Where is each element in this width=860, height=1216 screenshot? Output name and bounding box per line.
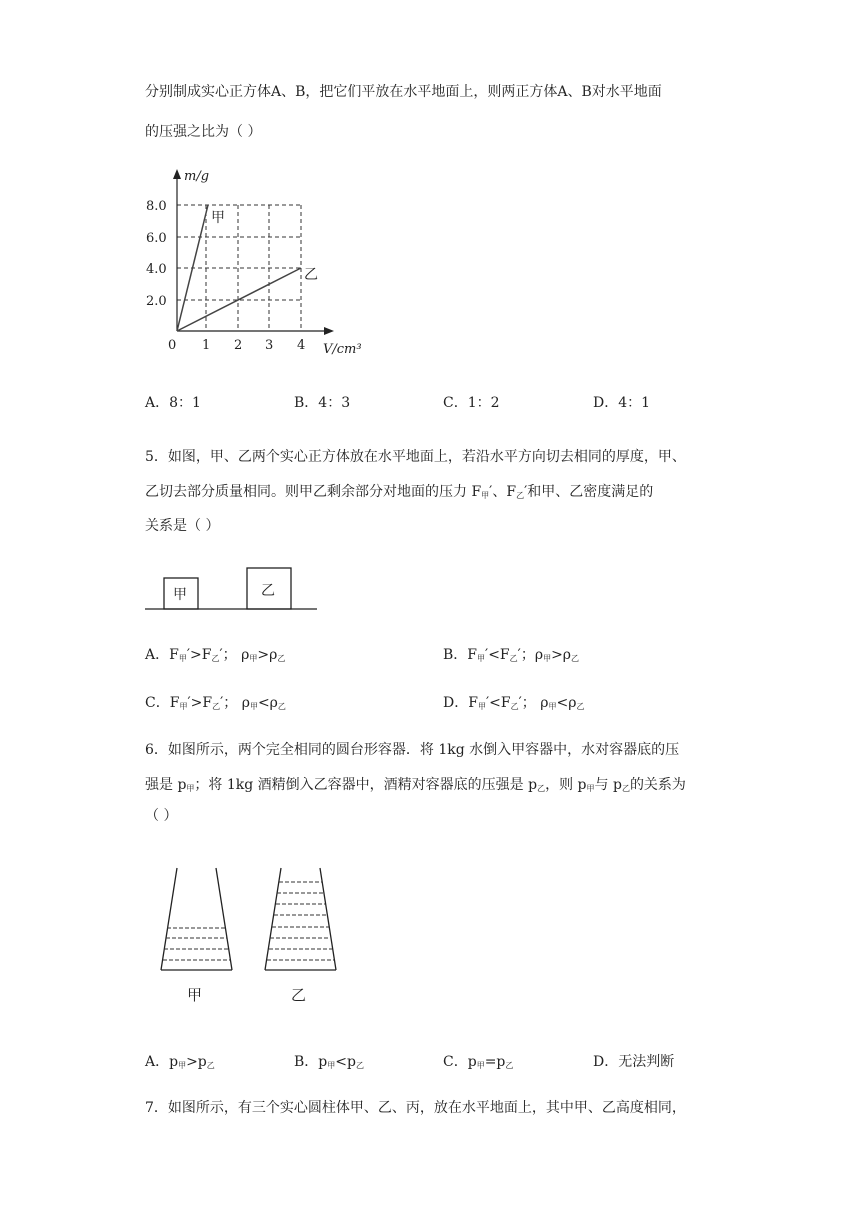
series-jia-line [177,205,208,331]
q6-text-line2: 强是 $p_甲$；将 1kg 酒精倒入乙容器中，酒精对容器底的压强是 $p_乙$，则 $p_甲$与 $p_乙$的关系为 [145,777,686,793]
container-yi-left-wall [265,868,281,970]
container-yi-right-wall [320,868,336,970]
q4-option-c: C．1：2 [443,395,500,411]
cube-yi-label: 乙 [261,583,275,599]
q6-option-c: C．$p_甲=p_乙$ [443,1054,514,1070]
y-tick-6: 6.0 [146,231,167,246]
q4-option-b: B．4：3 [294,395,351,411]
x-axis-label: V/cm³ [323,342,362,357]
q6-option-a: A．$p_甲>p_乙$ [145,1054,215,1070]
x-tick-0: 0 [168,338,177,353]
y-axis-arrow [173,169,181,179]
q6-text-line3: （ ） [145,808,178,824]
q5-option-c: C．$F_甲'>F_乙'$； $\rho_甲<\rho_乙$ [145,695,286,711]
x-tick-2: 2 [234,338,243,353]
q4-text-line2: 的压强之比为（ ） [145,124,262,140]
series-yi-label: 乙 [304,267,318,283]
y-tick-8: 8.0 [146,199,167,214]
x-tick-1: 1 [202,338,211,353]
y-tick-4: 4.0 [146,262,167,277]
q4-option-d: D．4：1 [593,395,651,411]
q6-option-d: D．无法判断 [593,1054,675,1070]
q6-containers-figure [155,860,345,1010]
series-jia-label: 甲 [211,210,225,226]
q5-option-b: B．$F_甲'<F_乙'$；$\rho_甲>\rho_乙$ [443,647,580,663]
q5-text-line1: 5．如图，甲、乙两个实心正方体放在水平地面上，若沿水平方向切去相同的厚度，甲、 [145,449,686,465]
q6-text-line1: 6．如图所示，两个完全相同的圆台形容器．将 1kg 水倒入甲容器中，水对容器底的压 [145,742,680,758]
q5-option-d: D．$F_甲'<F_乙'$； $\rho_甲<\rho_乙$ [443,695,585,711]
q5-text-line2: 乙切去部分质量相同。则甲乙剩余部分对地面的压力 $F_甲'$、$F_乙'$和甲、乙密度满足的 [145,484,654,500]
y-tick-2: 2.0 [146,294,167,309]
q6-option-b: B．$p_甲<p_乙$ [294,1054,364,1070]
container-jia-label: 甲 [187,986,203,1004]
q4-mass-volume-graph [140,163,370,363]
q5-text-line3: 关系是（ ） [145,518,220,534]
cube-jia-label: 甲 [173,587,187,603]
q4-option-a: A．8：1 [145,395,201,411]
q7-text-line1: 7．如图所示，有三个实心圆柱体甲、乙、丙，放在水平地面上，其中甲、乙高度相同， [145,1100,686,1116]
container-jia-right-wall [216,868,232,970]
x-axis-arrow [324,327,334,335]
container-jia-left-wall [161,868,177,970]
q5-option-a: A．$F_甲'>F_乙'$； $\rho_甲>\rho_乙$ [145,647,286,663]
q5-cubes-figure [145,565,320,613]
x-tick-4: 4 [297,338,306,353]
q4-text-line1: 分别制成实心正方体A、B，把它们平放在水平地面上，则两正方体A、B对水平地面 [145,84,662,100]
x-tick-3: 3 [265,338,274,353]
container-yi-label: 乙 [291,986,307,1004]
y-axis-label: m/g [184,169,210,184]
